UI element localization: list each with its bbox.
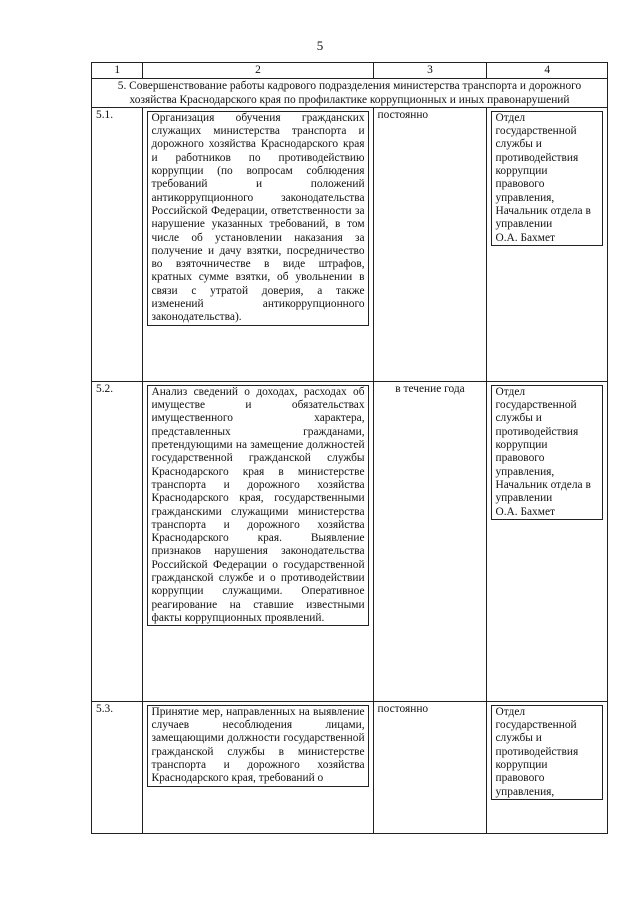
term-cell: в течение года (373, 381, 487, 701)
term-cell: постоянно (373, 701, 487, 833)
section-row (92, 79, 608, 108)
row-number: 5.2. (92, 381, 143, 701)
measure-text: Организация обучения гражданских служащих министерства транспорта и дорожного хозяйства Краснодарского края и работников по противодействию коррупции (по вопросам соблюдения требований и положений антикоррупционного законодательства Российской Федерации, ответственности за нарушение указанных требований, в том числе об установлении наказания за получение и дачу взятки, посредничество во взяточничестве в виде штрафов, кратных сумме взятки, об увольнении в связи с утратой доверия, а также изменений антикоррупционного законодательства). (147, 111, 368, 326)
measure-cell (143, 107, 373, 381)
responsible-text: Отдел государственной службы и противодействия коррупции правового управления, Начальник отдела в управлении О.А. Бахмет (491, 385, 603, 520)
table-row (92, 107, 608, 381)
page-number: 5 (316, 38, 324, 53)
responsible-text: Отдел государственной службы и противодействия коррупции правового управления, (491, 705, 603, 800)
section-title: 5. Совершенствование работы кадрового подразделения министерства транспорта и дорожного хозяйства Краснодарского края по профилактике коррупционных и иных правонарушений (92, 79, 608, 108)
responsible-cell (487, 107, 608, 381)
header-cell: 4 (487, 63, 608, 79)
table-row (92, 381, 608, 701)
measures-table (91, 62, 608, 834)
table-row (92, 701, 608, 833)
term-cell: постоянно (373, 107, 487, 381)
measure-cell (143, 381, 373, 701)
measure-text: Анализ сведений о доходах, расходах об имуществе и обязательствах имущественного характера, представленных гражданами, претендующими на замещение должностей государственной гражданской службы Краснодарского края в министерстве транспорта и дорожного хозяйства Краснодарского края, государственными гражданскими служащими министерства транспорта и дорожного хозяйства Краснодарского края. Выявление признаков нарушения законодательства Российской Федерации о государственной гражданской службе и о противодействии коррупции служащими. Оперативное реагирование на ставшие известными факты коррупционных проявлений. (147, 385, 368, 626)
measure-cell (143, 701, 373, 833)
table-header-row (92, 63, 608, 79)
header-cell: 2 (143, 63, 373, 79)
measure-text: Принятие мер, направленных на выявление случаев несоблюдения лицами, замещающими должности государственной гражданской службы в министерстве транспорта и дорожного хозяйства Краснодарского края, требований о (147, 705, 368, 787)
responsible-text: Отдел государственной службы и противодействия коррупции правового управления, Начальник отдела в управлении О.А. Бахмет (491, 111, 603, 246)
responsible-cell (487, 381, 608, 701)
header-cell: 3 (373, 63, 487, 79)
header-cell: 1 (92, 63, 143, 79)
row-number: 5.1. (92, 107, 143, 381)
row-number: 5.3. (92, 701, 143, 833)
responsible-cell (487, 701, 608, 833)
